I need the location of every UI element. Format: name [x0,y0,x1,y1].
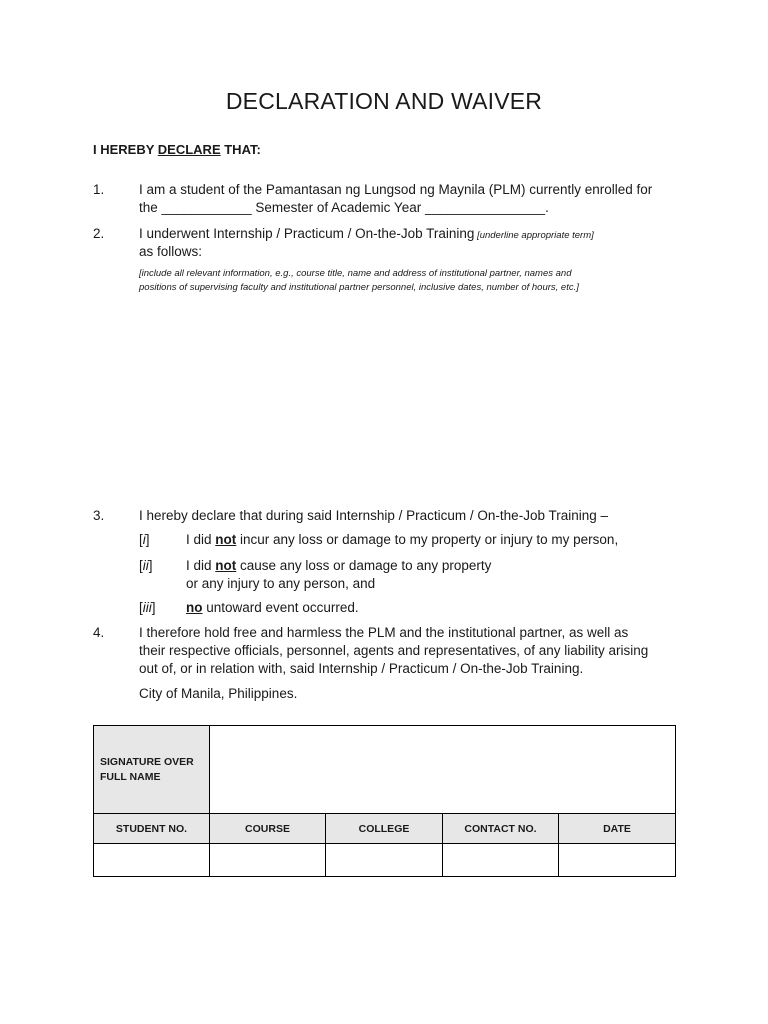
item-2-text: I underwent Internship / Practicum / On-the-Job Training [underline appropriate term] as follows: [139,226,594,259]
sub-item-i-text: I did not incur any loss or damage to my property or injury to my person, [186,532,619,547]
semester-year-blanks: the ____________ Semester of Academic Year ________________. [139,200,549,215]
header-date: DATE [559,814,676,844]
sub-item-mark-iii: [iii] [139,600,156,615]
college-field[interactable] [326,844,443,877]
signature-field[interactable] [210,726,676,814]
item-number-2: 2. [93,226,105,241]
item-number-1: 1. [93,182,105,197]
item-2-instructions: [include all relevant information, e.g., course title, name and address of institutional partner, names and positions of supervising faculty and institutional partner personnel, inclusive dates, number of hours, etc.] [139,268,579,293]
sub-item-mark-ii: [ii] [139,558,153,573]
city-line: City of Manila, Philippines. [139,686,298,701]
course-field[interactable] [210,844,326,877]
declare-heading: I HEREBY DECLARE THAT: [93,142,261,157]
signature-label-cell: SIGNATURE OVER FULL NAME [94,726,210,814]
underline-note: [underline appropriate term] [474,230,594,241]
document-title: DECLARATION AND WAIVER [225,88,543,114]
student-no-field[interactable] [94,844,210,877]
contact-no-field[interactable] [443,844,559,877]
sub-item-iii-text: no untoward event occurred. [186,600,359,615]
item-3-text: I hereby declare that during said Internship / Practicum / On-the-Job Training – [139,508,608,523]
sub-item-ii-text: I did not cause any loss or damage to any property or any injury to any person, and [186,558,492,591]
info-input-row [94,844,676,877]
info-header-row [94,814,676,844]
date-field[interactable] [559,844,676,877]
item-number-3: 3. [93,508,105,523]
header-contact-no: CONTACT NO. [443,814,559,844]
item-1-text: I am a student of the Pamantasan ng Lungsod ng Maynila (PLM) currently enrolled for the ____________ Semester of Academic Year ________________. [139,182,653,215]
item-number-4: 4. [93,625,105,640]
signature-table [93,725,676,877]
sub-item-mark-i: [i] [139,532,150,547]
item-4-text: I therefore hold free and harmless the PLM and the institutional partner, as well as their respective officials, personnel, agents and representatives, of any liability arising out of, or in relation with, said Internship / Practicum / On-the-Job Training. [139,625,649,676]
header-college: COLLEGE [326,814,443,844]
header-course: COURSE [210,814,326,844]
header-student-no: STUDENT NO. [94,814,210,844]
